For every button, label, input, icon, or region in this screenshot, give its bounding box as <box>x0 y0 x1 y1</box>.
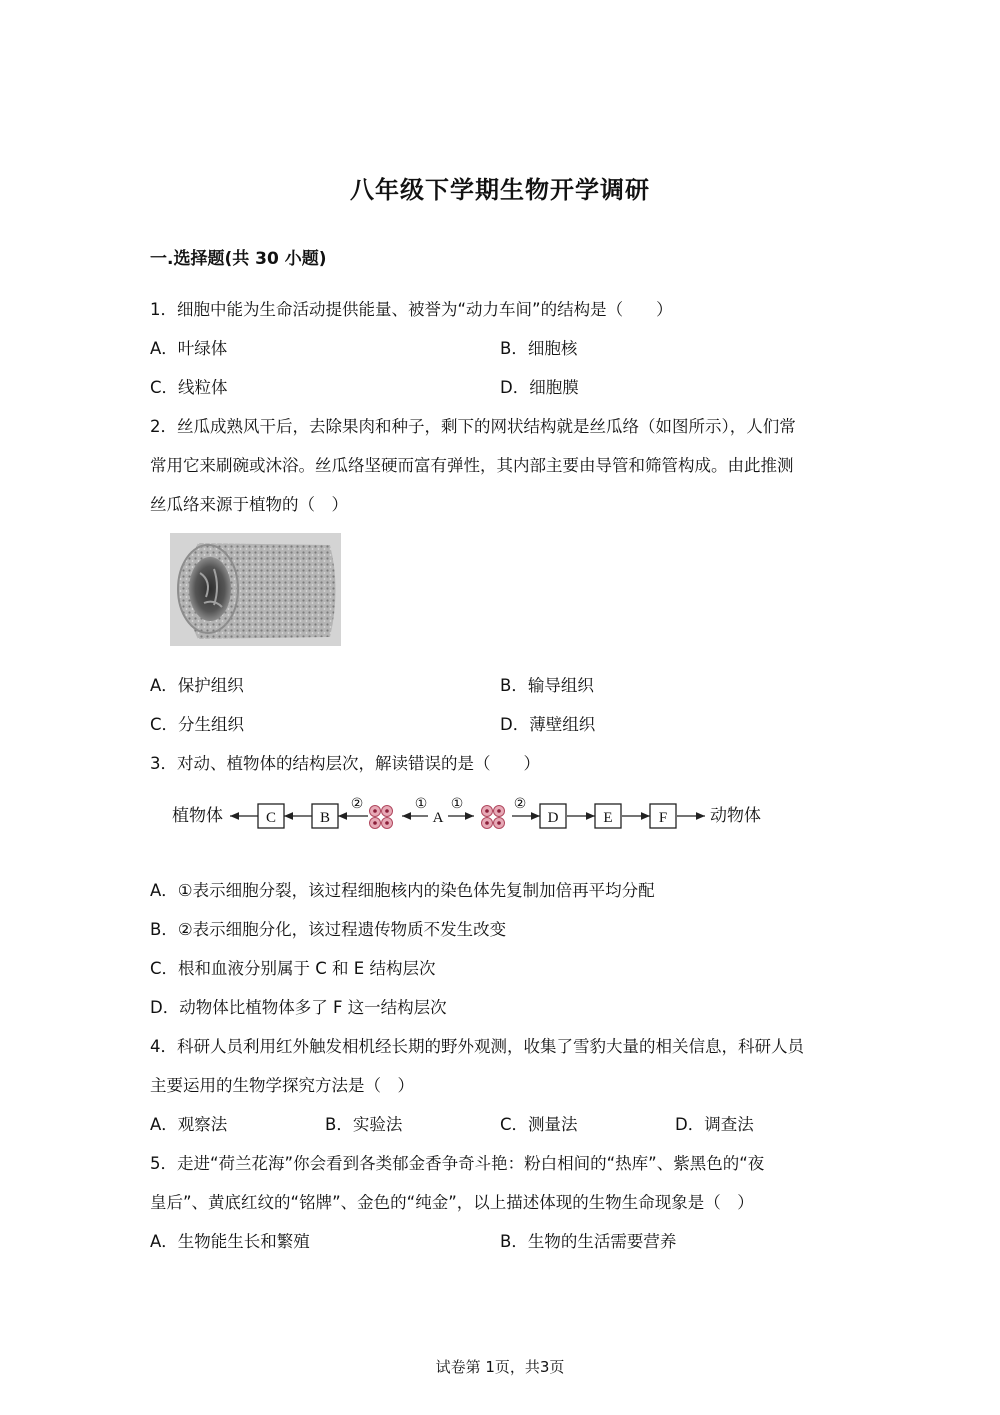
question-5-option-b[interactable]: B．生物的生活需要营养 <box>500 1232 677 1251</box>
question-4-stem-line-1: 4．科研人员利用红外触发相机经长期的野外观测，收集了雪豹大量的相关信息，科研人员 <box>150 1037 804 1056</box>
page-title: 八年级下学期生物开学调研 <box>350 176 650 204</box>
diagram-box-b: B <box>319 810 331 826</box>
diagram-mark-2-left: ② <box>350 796 364 812</box>
question-4-option-d[interactable]: D．调查法 <box>675 1115 754 1134</box>
question-1-stem: 1．细胞中能为生命活动提供能量、被誉为“动力车间”的结构是（ ） <box>150 300 673 319</box>
question-1-option-a[interactable]: A．叶绿体 <box>150 339 228 358</box>
question-2-option-d[interactable]: D．薄壁组织 <box>500 715 596 734</box>
structure-level-diagram <box>170 792 770 840</box>
question-2-option-c[interactable]: C．分生组织 <box>150 715 245 734</box>
diagram-center-a: A <box>432 810 444 826</box>
diagram-box-c: C <box>265 810 277 826</box>
question-2-option-a[interactable]: A．保护组织 <box>150 676 244 695</box>
question-1-option-b[interactable]: B．细胞核 <box>500 339 578 358</box>
section-heading: 一.选择题(共 30 小题) <box>150 249 327 269</box>
question-3-stem: 3．对动、植物体的结构层次，解读错误的是（ ） <box>150 754 540 773</box>
diagram-label-animal: 动物体 <box>710 806 761 826</box>
question-2-stem-line-2: 常用它来刷碗或沐浴。丝瓜络坚硬而富有弹性，其内部主要由导管和筛管构成。由此推测 <box>150 456 794 475</box>
question-2-option-b[interactable]: B．输导组织 <box>500 676 594 695</box>
question-4-option-b[interactable]: B．实验法 <box>325 1115 403 1134</box>
diagram-mark-1-right: ① <box>450 796 464 812</box>
question-3-option-a[interactable]: A．①表示细胞分裂，该过程细胞核内的染色体先复制加倍再平均分配 <box>150 881 655 900</box>
page-footer: 试卷第 1页，共3页 <box>435 1358 565 1376</box>
question-3-option-d[interactable]: D．动物体比植物体多了 F 这一结构层次 <box>150 998 447 1017</box>
question-5-stem-line-1: 5．走进“荷兰花海”你会看到各类郁金香争奇斗艳：粉白相间的“热库”、紫黑色的“夜 <box>150 1154 765 1173</box>
question-5-option-a[interactable]: A．生物能生长和繁殖 <box>150 1232 310 1251</box>
question-2-stem-line-3: 丝瓜络来源于植物的（ ） <box>150 495 348 514</box>
diagram-box-e: E <box>603 810 613 826</box>
diagram-mark-2-right: ② <box>513 796 527 812</box>
question-4-option-a[interactable]: A．观察法 <box>150 1115 228 1134</box>
loofah-photo <box>170 533 341 646</box>
question-1-option-c[interactable]: C．线粒体 <box>150 378 228 397</box>
diagram-box-d: D <box>547 810 559 826</box>
question-2-stem-line-1: 2．丝瓜成熟风干后，去除果肉和种子，剩下的网状结构就是丝瓜络（如图所示），人们常 <box>150 417 796 436</box>
question-4-option-c[interactable]: C．测量法 <box>500 1115 578 1134</box>
question-1-option-d[interactable]: D．细胞膜 <box>500 378 579 397</box>
question-3-option-c[interactable]: C．根和血液分别属于 C 和 E 结构层次 <box>150 959 436 978</box>
question-4-stem-line-2: 主要运用的生物学探究方法是（ ） <box>150 1076 414 1095</box>
diagram-box-f: F <box>658 810 668 826</box>
question-5-stem-line-2: 皇后”、黄底红纹的“铭牌”、金色的“纯金”，以上描述体现的生物生命现象是（ ） <box>150 1193 754 1212</box>
question-3-option-b[interactable]: B．②表示细胞分化，该过程遗传物质不发生改变 <box>150 920 507 939</box>
diagram-mark-1-left: ① <box>414 796 428 812</box>
diagram-label-plant: 植物体 <box>172 806 223 826</box>
